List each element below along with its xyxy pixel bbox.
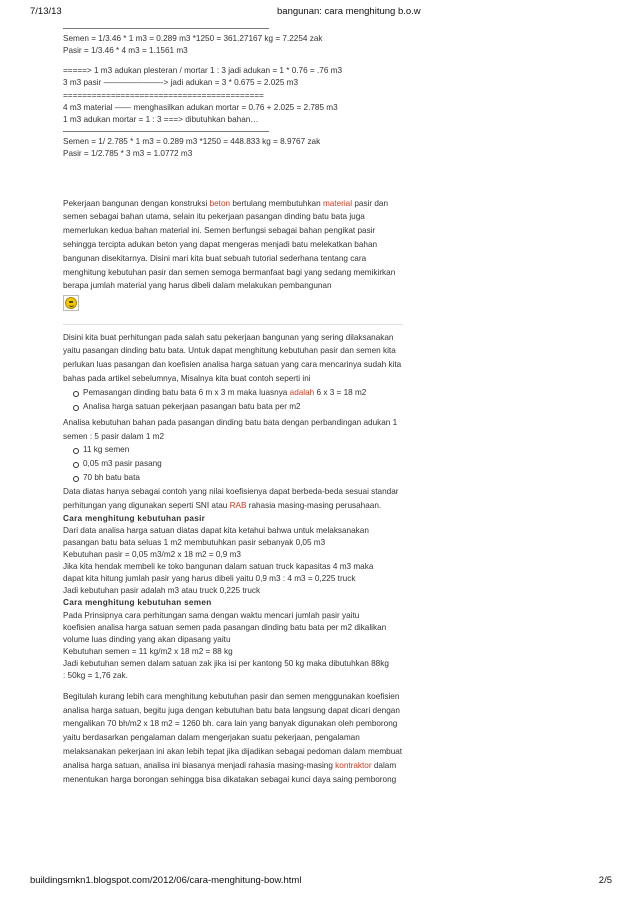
list-item-text: Pemasangan dinding batu bata 6 m x 3 m maka luasnya bbox=[83, 387, 290, 397]
emoticon-frame bbox=[63, 295, 79, 311]
intro-text: pasir dan semen sebagai bahan utama, selain itu pekerjaan pasangan dinding batu bata juga memerlukan kedua bahan material ini. Semen berfungsi sebagai bahan pengikat pasir sehingga tercipta adukan beton yang dapat mengeras menjadi batu melekatkan bahan bangunan disekitarnya. Disini mari kita buat sebuah tutorial sederhana tentang cara menghitung kebutuhan pasir dan semen semoga bermanfaat bagi yang sedang memikirkan berapa jumlah material yang harus dibeli dalam melakukan pembangunan bbox=[63, 198, 396, 291]
pasir-line: Kebutuhan pasir = 0,05 m3/m2 x 18 m2 = 0,9 m3 bbox=[63, 550, 241, 560]
semen-line: Kebutuhan semen = 11 kg/m2 x 18 m2 = 88 kg bbox=[63, 646, 233, 656]
link-kontraktor[interactable]: kontraktor bbox=[335, 760, 372, 770]
pasir-line: dapat kita hitung jumlah pasir yang harus dibeli yaitu 0,9 m3 : 4 m3 = 0,225 truck bbox=[63, 574, 356, 584]
closing-text: dalam menentukan harga borongan sehingga bisa dikatakan sebagai kunci daya saing pemborong bbox=[63, 760, 397, 784]
link-rab[interactable]: RAB bbox=[229, 501, 247, 511]
list-item: Analisa harga satuan pekerjaan pasangan batu bata per m2 bbox=[63, 400, 403, 414]
example-list bbox=[63, 386, 403, 414]
note-text: rahasia masing-masing perusahaan. bbox=[246, 501, 382, 511]
calc-b-line2: 3 m3 pasir ———————-> jadi adukan = 3 * 0.675 = 2.025 m3 bbox=[63, 78, 299, 88]
page-url: buildingsmkn1.blogspot.com/2012/06/cara-menghitung-bow.html bbox=[30, 875, 302, 886]
semen-line: Jadi kebutuhan semen dalam satuan zak jika isi per kantong 50 kg maka dibutuhkan 88kg bbox=[63, 658, 389, 668]
pasir-line: Jadi kebutuhan pasir adalah m3 atau truck 0,225 truck bbox=[63, 586, 261, 596]
calc-c-pasir: Pasir = 1/2.785 * 3 m3 = 1.0772 m3 bbox=[63, 149, 193, 159]
list-item: 0,05 m3 pasir pasang bbox=[63, 457, 403, 471]
note-paragraph bbox=[63, 485, 403, 513]
print-date: 7/13/13 bbox=[30, 6, 62, 17]
semen-heading: Cara menghitung kebutuhan semen bbox=[63, 598, 212, 608]
print-footer bbox=[0, 875, 638, 889]
smiley-icon bbox=[65, 297, 77, 309]
calc-a-semen: Semen = 1/3.46 * 1 m3 = 0.289 m3 *1250 = 361.27167 kg = 7.2254 zak bbox=[63, 34, 323, 43]
page-number: 2/5 bbox=[598, 875, 612, 886]
divider-line bbox=[63, 28, 269, 29]
pasir-line: Dari data analisa harga satuan diatas dapat kita ketahui bahwa untuk melaksanakan bbox=[63, 526, 369, 536]
print-title: bangunan: cara menghitung b.o.w bbox=[277, 6, 421, 17]
note-text: Data diatas hanya sebagai contoh yang nilai koefisienya dapat berbeda-beda sesuai standar perhitungan yang digunakan seperti SNI atau bbox=[63, 487, 399, 511]
intro-text: bertulang membutuhkan bbox=[230, 198, 323, 208]
list-item-text: 6 x 3 = 18 m2 bbox=[314, 387, 367, 397]
link-adalah[interactable]: adalah bbox=[289, 387, 315, 397]
semen-line: volume luas dinding yang akan dipasang yaitu bbox=[63, 634, 231, 644]
pasir-heading: Cara menghitung kebutuhan pasir bbox=[63, 514, 206, 524]
calc-b-line4: 4 m3 material —— menghasilkan adukan mortar = 0.76 + 2.025 = 2.785 m3 bbox=[63, 103, 338, 113]
list-item: 11 kg semen bbox=[63, 443, 403, 457]
divider-line bbox=[63, 131, 269, 132]
pasir-line: pasangan batu bata seluas 1 m2 membutuhkan pasir sebanyak 0,05 m3 bbox=[63, 538, 326, 548]
calc-b-line5: 1 m3 adukan mortar = 1 : 3 ===> dibutuhkan bahan… bbox=[63, 115, 259, 125]
list-item: 70 bh batu bata bbox=[63, 471, 403, 485]
closing-text: Begitulah kurang lebih cara menghitung kebutuhan pasir dan semen menggunakan koefisien analisa harga satuan, begitu juga dengan kebutuhan batu bata langsung dapat dicari dengan mengalikan 70 bh/m2 x 18 m2 = 1260 bh. cara lain yang banyak digunakan oleh pemborong yaitu berdasarkan pengalaman dalam mengerjakan suatu pekerjaan, pengalaman melaksanakan pekerjaan ini akan lebih tepat jika dijadikan sebagai pedoman dalam membuat analisa harga satuan, analisa ini biasanya menjadi rahasia masing-masing bbox=[63, 691, 403, 770]
intro-paragraph bbox=[63, 197, 403, 294]
link-beton[interactable]: beton bbox=[209, 198, 231, 208]
semen-line: koefisien analisa harga satuan semen pada pasangan dinding batu bata per m2 dikalikan bbox=[63, 622, 387, 632]
example-paragraph: Disini kita buat perhitungan pada salah satu pekerjaan bangunan yang sering dilaksanakan yaitu pasangan dinding batu bata. Untuk dapat menghitung kebutuhan pasir dan semen kita perlukan luas pasangan dan koefisien analisa harga satuan yang cara mencarinya sudah kita bahas pada artikel sebelumnya, Misalnya kita buat contoh seperti ini bbox=[63, 332, 402, 384]
article-body bbox=[63, 24, 403, 786]
analysis-paragraph: Analisa kebutuhan bahan pada pasangan dinding batu bata dengan perbandingan adukan 1 semen : 5 pasir dalam 1 m2 bbox=[63, 417, 398, 441]
calc-b-line3: ========================================== bbox=[63, 90, 264, 100]
separator bbox=[63, 324, 403, 325]
analysis-list bbox=[63, 443, 403, 485]
calc-c-semen: Semen = 1/ 2.785 * 1 m3 = 0.289 m3 *1250 = 448.833 kg = 8.9767 zak bbox=[63, 136, 321, 146]
pasir-line: Jika kita hendak membeli ke toko bangunan dalam satuan truck kapasitas 4 m3 maka bbox=[63, 562, 374, 572]
closing-paragraph bbox=[63, 690, 403, 787]
print-header bbox=[0, 6, 638, 20]
calc-b-line1: =====> 1 m3 adukan plesteran / mortar 1 : 3 jadi adukan = 1 * 0.76 = .76 m3 bbox=[63, 65, 343, 75]
intro-text: Pekerjaan bangunan dengan konstruksi bbox=[63, 198, 210, 208]
semen-line: Pada Prinsipnya cara perhitungan sama dengan waktu mencari jumlah pasir yaitu bbox=[63, 610, 360, 620]
calc-a-pasir: Pasir = 1/3.46 * 4 m3 = 1.1561 m3 bbox=[63, 46, 188, 56]
link-material[interactable]: material bbox=[322, 198, 353, 208]
semen-line: : 50kg = 1,76 zak. bbox=[63, 670, 128, 680]
list-item bbox=[63, 386, 403, 400]
